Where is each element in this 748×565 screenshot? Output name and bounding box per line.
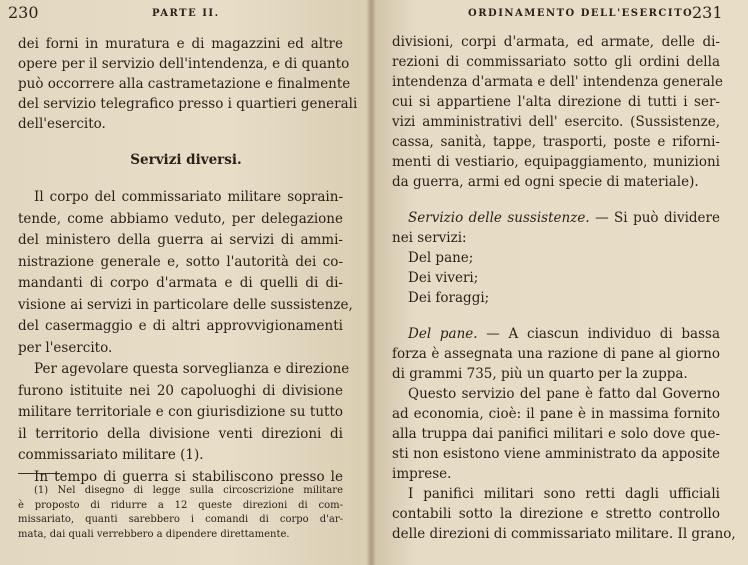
sussistenze-title: Servizio delle sussistenze. bbox=[408, 210, 590, 226]
footnote bbox=[18, 484, 343, 542]
text-line: forza è assegnata una razione di pane al giorno bbox=[392, 346, 720, 362]
text-line: del servizio telegrafico presso i quartieri generali bbox=[18, 96, 358, 112]
text-line: mandanti di corpo d'armata e di quelli di di- bbox=[18, 275, 343, 291]
text-line: In tempo di guerra si stabiliscono presso le bbox=[34, 468, 343, 485]
book-gutter bbox=[366, 0, 376, 565]
text-line: nei servizi: bbox=[392, 230, 467, 246]
left-main-text bbox=[18, 187, 353, 488]
right-running-head: ORDINAMENTO DELL'ESERCITO bbox=[468, 8, 694, 19]
pane-line bbox=[392, 324, 720, 344]
text-line: dei forni in muratura e di magazzini ed altre bbox=[18, 36, 343, 52]
text-line: cassa, sanità, tappe, trasporti, poste e riforni- bbox=[392, 134, 720, 150]
text-line: intendenza d'armata e dell' intendenza generale bbox=[392, 74, 723, 90]
text-line: divisioni, corpi d'armata, ed armate, delle di- bbox=[392, 34, 720, 50]
text-line: Il corpo del commissariato militare soprain- bbox=[34, 189, 343, 205]
text-line: contabili sotto la direzione e stretto controllo bbox=[392, 506, 720, 522]
text-line: menti di vestiario, equipaggiamento, munizioni bbox=[392, 154, 720, 170]
footnote-line: missariato, quanti sarebbero i comandi di corpo d'ar- bbox=[18, 514, 343, 525]
text-line: ad economia, cioè: il pane è in massima fornito bbox=[392, 406, 720, 422]
right-page-number: 231 bbox=[692, 3, 723, 22]
text-line: può occorrere alla castrametazione e finalmente bbox=[18, 76, 351, 92]
text-line: di grammi 735, più un quarto per la zuppa. bbox=[392, 366, 688, 382]
text-line: del casermaggio e di altri approvvigionamenti bbox=[18, 318, 343, 334]
text-line: opere per il servizio dell'intendenza, e di quanto bbox=[18, 56, 350, 72]
list-item: Dei foraggi; bbox=[408, 290, 490, 306]
footnote-rule bbox=[18, 473, 60, 474]
pane-text: — A ciascun individuo di bassa bbox=[477, 326, 720, 342]
right-page bbox=[372, 0, 748, 565]
list-item: Dei viveri; bbox=[408, 270, 479, 286]
text-line: furono istituite nei 20 capoluoghi di divisione bbox=[18, 382, 343, 399]
right-text bbox=[392, 32, 736, 544]
footnote-line: è proposto di ridurre a 12 queste direzioni di com- bbox=[18, 499, 343, 511]
sussistenze-text: — Si può dividere bbox=[589, 210, 720, 226]
text-line: alla truppa dai panifici militari e solo dove que- bbox=[392, 426, 720, 442]
pane-title: Del pane. bbox=[408, 326, 478, 342]
text-line: del ministero della guerra ai servizi di ammi- bbox=[18, 232, 343, 248]
text-line: rezioni di commissariato sotto gli ordini della bbox=[392, 54, 720, 70]
text-line: vizi amministrativi dell' esercito. (Sussistenze, bbox=[392, 114, 720, 130]
text-line: per l'esercito. bbox=[18, 339, 113, 356]
text-line: tende, come abbiamo veduto, per delegazione bbox=[18, 210, 343, 227]
text-line: imprese. bbox=[392, 466, 452, 482]
text-line: visione ai servizi in particolare delle sussistenze, bbox=[18, 296, 353, 313]
left-top-text bbox=[18, 34, 358, 134]
section-heading: Servizi diversi. bbox=[130, 152, 242, 168]
left-page bbox=[0, 0, 372, 565]
sussistenze-line bbox=[392, 208, 720, 228]
text-line: nistrazione generale e, sotto l'autorità dei co- bbox=[18, 253, 343, 270]
text-line: cui si appartiene l'alta direzione di tutti i ser- bbox=[392, 94, 720, 110]
text-line: da guerra, armi ed ogni specie di materiale). bbox=[392, 174, 699, 190]
left-running-head: PARTE II. bbox=[152, 8, 220, 19]
footnote-line: mata, dai quali verrebbero a dipendere direttamente. bbox=[18, 528, 290, 540]
text-line: Questo servizio del pane è fatto dal Governo bbox=[408, 386, 720, 402]
text-line: militare territoriale e con giurisdizione su tutto bbox=[18, 404, 343, 420]
list-item: Del pane; bbox=[408, 250, 474, 266]
left-page-number: 230 bbox=[8, 3, 39, 22]
footnote-line: (1) Nel disegno di legge sulla circoscrizione militare bbox=[34, 485, 343, 496]
text-line: dell'esercito. bbox=[18, 116, 106, 132]
text-line: delle direzioni di commissariato militare. Il grano, bbox=[392, 526, 736, 542]
text-line: I panifici militari sono retti dagli ufficiali bbox=[408, 486, 720, 502]
text-line: Per agevolare questa sorveglianza e direzione bbox=[34, 361, 350, 377]
text-line: commissariato militare (1). bbox=[18, 447, 204, 463]
text-line: sti non esistono viene amministrato da apposite bbox=[392, 446, 720, 462]
text-line: il territorio della divisione venti direzioni di bbox=[18, 425, 343, 442]
